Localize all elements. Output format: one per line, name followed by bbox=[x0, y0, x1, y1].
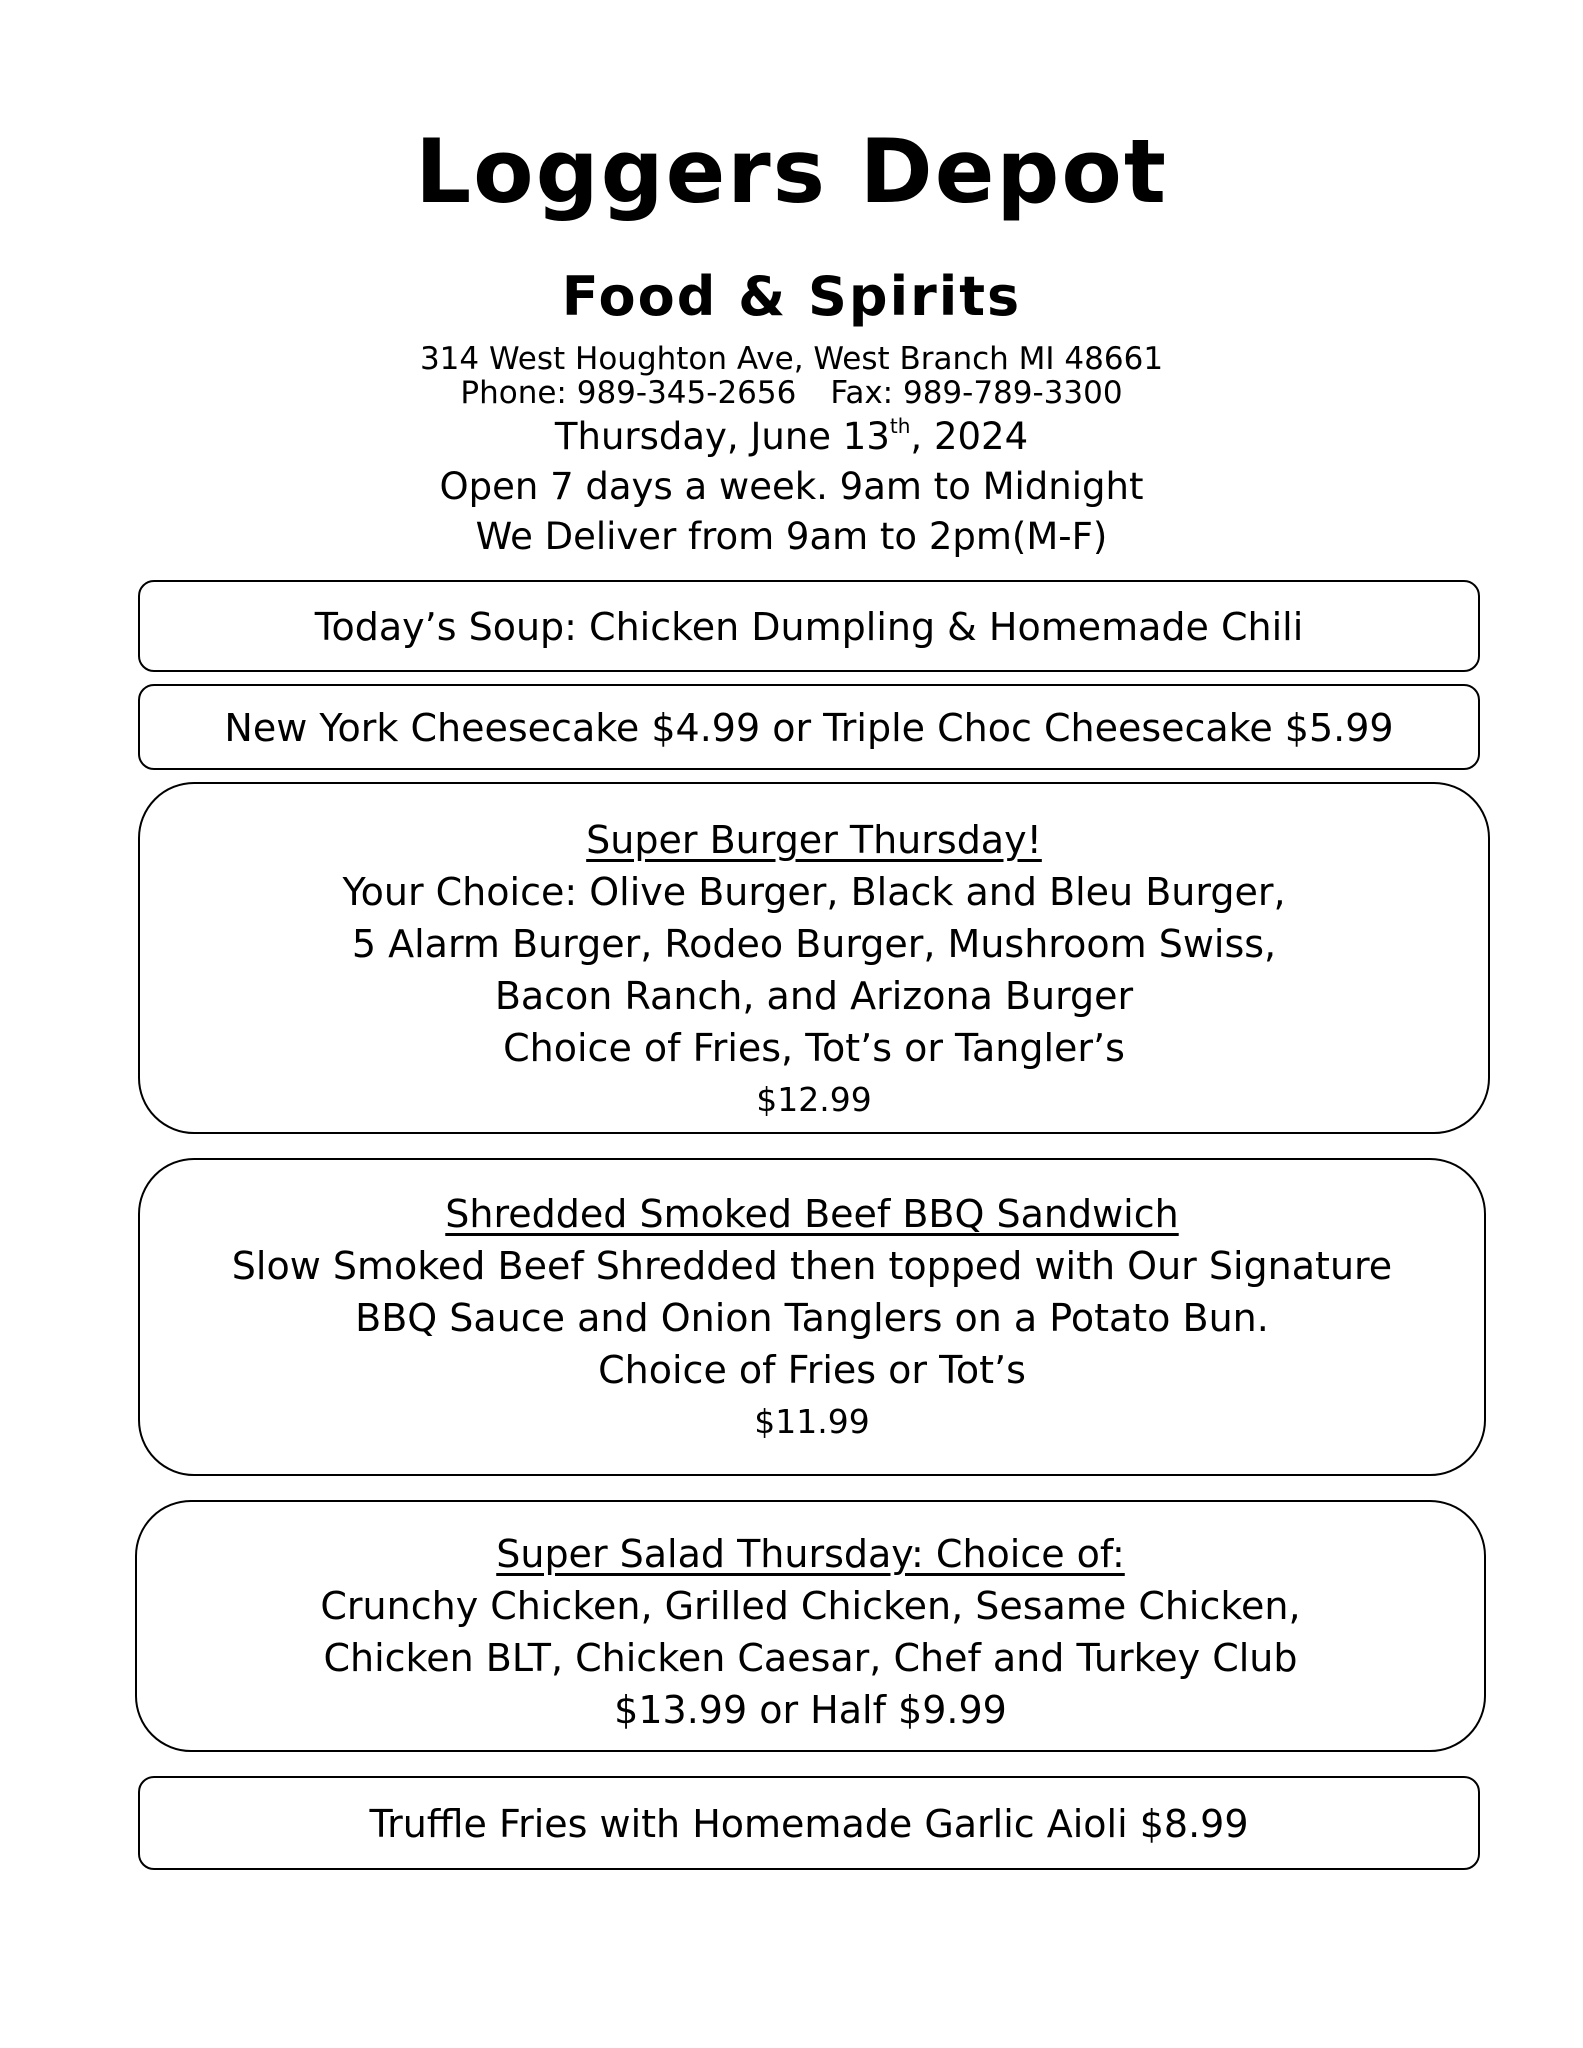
salad-price: $13.99 or Half $9.99 bbox=[614, 1688, 1007, 1732]
bbq-heading: Shredded Smoked Beef BBQ Sandwich bbox=[445, 1192, 1179, 1236]
salad-line: Chicken BLT, Chicken Caesar, Chef and Turkey Club bbox=[323, 1636, 1298, 1680]
burger-line: 5 Alarm Burger, Rodeo Burger, Mushroom Swiss, bbox=[351, 922, 1277, 966]
burger-line: Your Choice: Olive Burger, Black and Bleu Burger, bbox=[342, 870, 1286, 914]
menu-date bbox=[0, 414, 1583, 458]
opening-hours: Open 7 days a week. 9am to Midnight bbox=[439, 465, 1144, 508]
burger-heading: Super Burger Thursday! bbox=[586, 818, 1042, 862]
bbq-line: Choice of Fries or Tot’s bbox=[598, 1348, 1026, 1392]
soup-text: Today’s Soup: Chicken Dumpling & Homemade Chili bbox=[314, 605, 1304, 649]
contact-line bbox=[0, 375, 1583, 411]
phone-number: Phone: 989-345-2656 bbox=[460, 375, 797, 411]
cheesecake-box bbox=[138, 684, 1480, 770]
salad-special-box bbox=[135, 1500, 1486, 1752]
soup-box bbox=[138, 580, 1480, 672]
date-ordinal: th bbox=[889, 414, 911, 438]
salad-line: Crunchy Chicken, Grilled Chicken, Sesame Chicken, bbox=[320, 1584, 1301, 1628]
burger-line: Bacon Ranch, and Arizona Burger bbox=[494, 974, 1134, 1018]
salad-heading: Super Salad Thursday: Choice of: bbox=[496, 1532, 1125, 1576]
date-text: Thursday, June 13 bbox=[554, 415, 890, 458]
truffle-fries-box bbox=[138, 1776, 1480, 1870]
bbq-line: BBQ Sauce and Onion Tanglers on a Potato Bun. bbox=[355, 1296, 1269, 1340]
bbq-price: $11.99 bbox=[754, 1402, 870, 1441]
burger-special-box bbox=[138, 782, 1490, 1134]
truffle-fries-text: Truffle Fries with Homemade Garlic Aioli $8.99 bbox=[369, 1802, 1249, 1846]
burger-line: Choice of Fries, Tot’s or Tangler’s bbox=[503, 1026, 1125, 1070]
date-year: , 2024 bbox=[910, 415, 1029, 458]
burger-price: $12.99 bbox=[756, 1080, 872, 1119]
fax-number: Fax: 989-789-3300 bbox=[830, 375, 1123, 411]
restaurant-name: Loggers Depot bbox=[415, 120, 1168, 223]
restaurant-subtitle: Food & Spirits bbox=[561, 265, 1022, 328]
bbq-special-box bbox=[138, 1158, 1486, 1476]
bbq-line: Slow Smoked Beef Shredded then topped with Our Signature bbox=[231, 1244, 1393, 1288]
cheesecake-text: New York Cheesecake $4.99 or Triple Choc Cheesecake $5.99 bbox=[224, 706, 1394, 750]
restaurant-address: 314 West Houghton Ave, West Branch MI 48661 bbox=[419, 341, 1164, 377]
delivery-hours: We Deliver from 9am to 2pm(M-F) bbox=[475, 515, 1108, 558]
